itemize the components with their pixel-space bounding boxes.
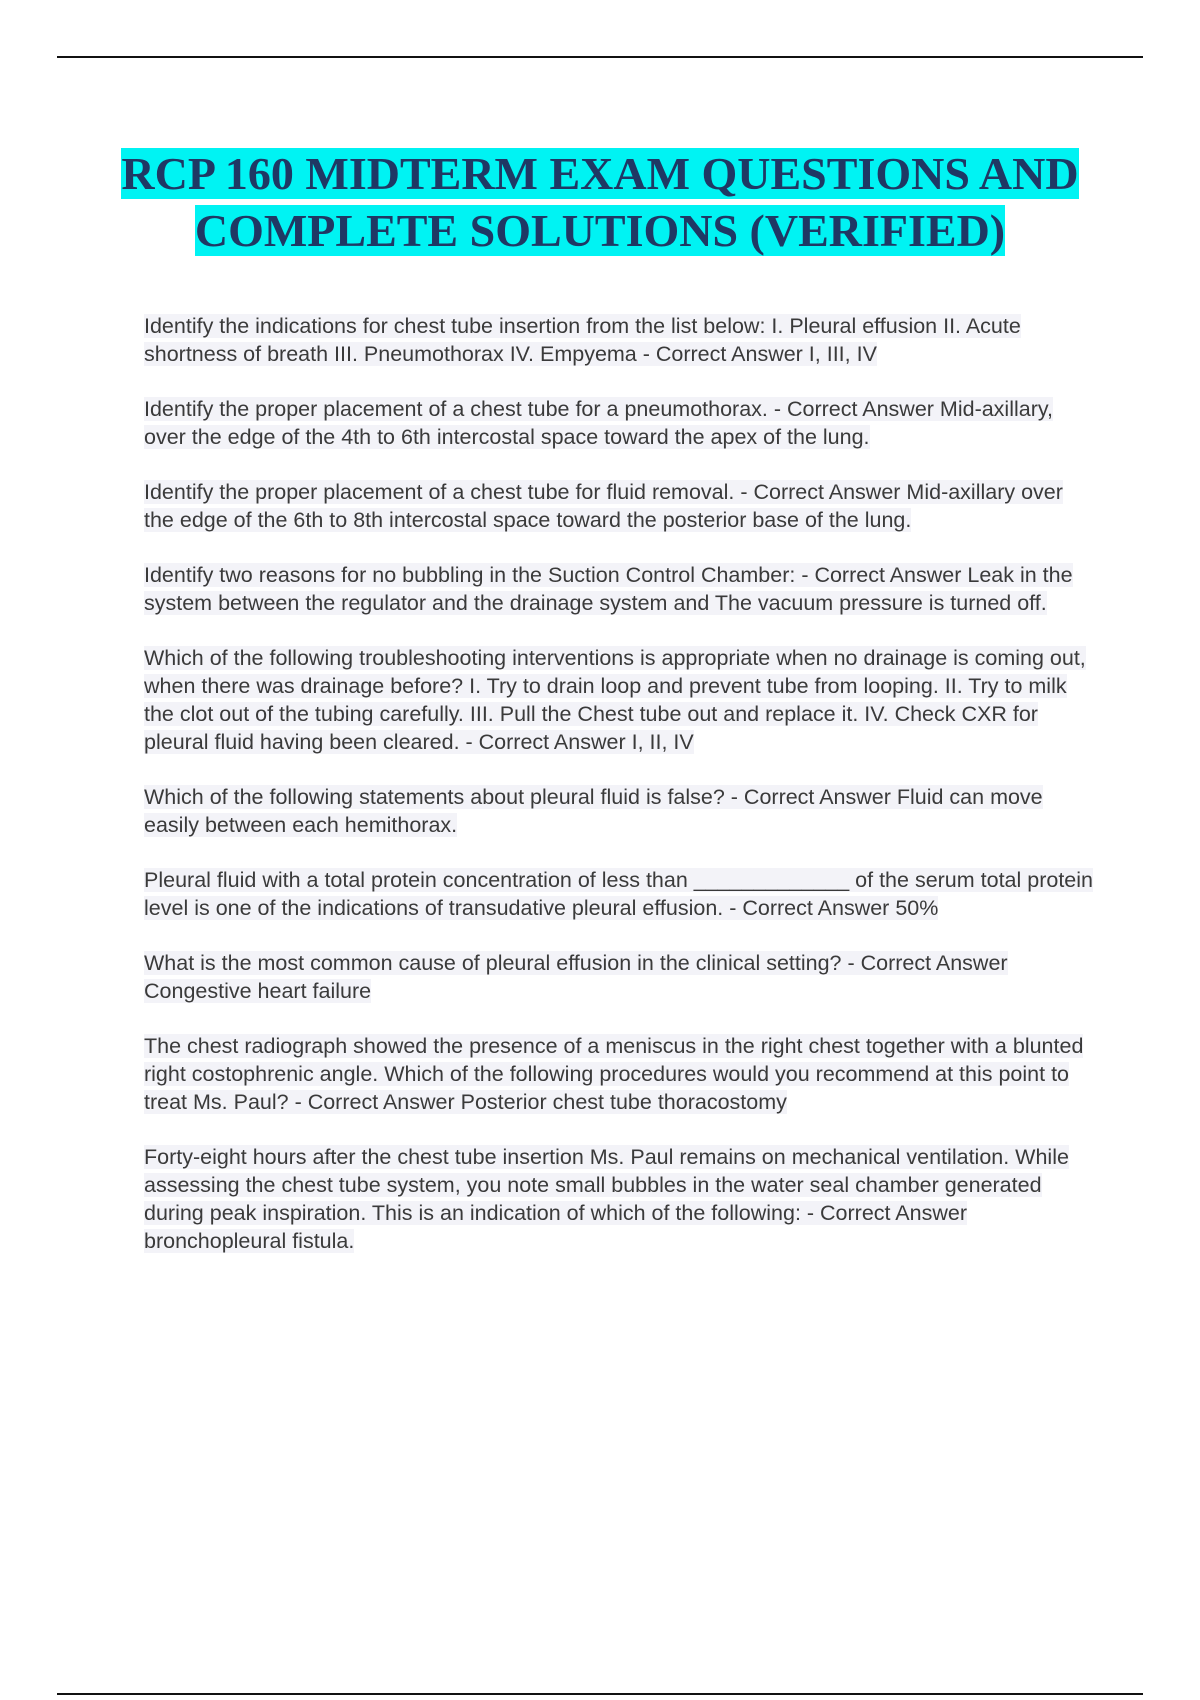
qa-list — [144, 312, 1094, 1282]
qa-entry: Which of the following troubleshooting interventions is appropriate when no drainage is coming out, when there was drainage before? I. Try to drain loop and prevent tube from looping. II. Try to milk the clot out of the tubing carefully. III. Pull the Chest tube out and replace it. IV. Check CXR for pleural fluid having been cleared. - Correct Answer I, II, IV — [144, 646, 1086, 754]
footer-rule — [57, 1693, 1143, 1695]
qa-entry: Identify the indications for chest tube insertion from the list below: I. Pleural effusion II. Acute shortness of breath III. Pneumothorax IV. Empyema - Correct Answer I, III, IV — [144, 314, 1021, 366]
qa-entry: Identify the proper placement of a chest tube for fluid removal. - Correct Answer Mid-axillary over the edge of the 6th to 8th intercostal space toward the posterior base of the lung. — [144, 480, 1063, 532]
header-rule — [57, 56, 1143, 58]
document-title — [100, 145, 1100, 259]
qa-entry: Which of the following statements about pleural fluid is false? - Correct Answer Fluid can move easily between each hemithorax. — [144, 785, 1043, 837]
qa-entry: Identify two reasons for no bubbling in the Suction Control Chamber: - Correct Answer Leak in the system between the regulator and the drainage system and The vacuum pressure is turned off. — [144, 563, 1073, 615]
qa-entry: Pleural fluid with a total protein concentration of less than _____________ of the serum total protein level is one of the indications of transudative pleural effusion. - Correct Answer 50% — [144, 868, 1094, 920]
document-title-text: RCP 160 MIDTERM EXAM QUESTIONS AND COMPLETE SOLUTIONS (VERIFIED) — [121, 148, 1079, 256]
qa-entry: What is the most common cause of pleural effusion in the clinical setting? - Correct Answer Congestive heart failure — [144, 951, 1008, 1003]
qa-entry: Forty-eight hours after the chest tube insertion Ms. Paul remains on mechanical ventilation. While assessing the chest tube system, you note small bubbles in the water seal chamber generated during peak inspiration. This is an indication of which of the following: - Correct Answer bronchopleural fistula. — [144, 1145, 1069, 1253]
qa-entry: Identify the proper placement of a chest tube for a pneumothorax. - Correct Answer Mid-axillary, over the edge of the 4th to 6th intercostal space toward the apex of the lung. — [144, 397, 1054, 449]
qa-entry: The chest radiograph showed the presence of a meniscus in the right chest together with a blunted right costophrenic angle. Which of the following procedures would you recommend at this point to treat Ms. Paul? - Correct Answer Posterior chest tube thoracostomy — [144, 1034, 1084, 1114]
